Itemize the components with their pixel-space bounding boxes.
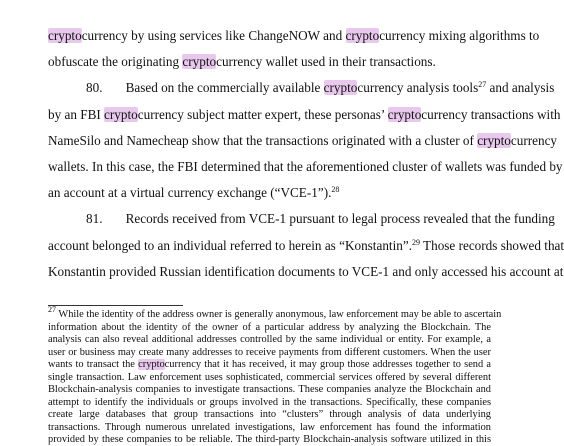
paragraph-80-start (48, 80, 555, 96)
text-run: analysis can also reveal additional addresses controlled by the same individual or entity. For example, a (48, 334, 491, 345)
footnote-ref: 28 (331, 185, 340, 194)
footnote-line (48, 322, 491, 334)
body-line (48, 54, 491, 70)
text-run: currency transactions with (421, 107, 561, 122)
footnote-line (48, 409, 491, 421)
body-line (48, 107, 561, 123)
text-run: single transaction. Law enforcement uses sophisticated, commercial services offered by several different (48, 371, 491, 383)
text-run: currency wallet used in their transactions. (216, 54, 436, 69)
footnote-ref: 27 (478, 80, 487, 89)
text-run: currency mixing algorithms to (379, 28, 540, 43)
search-highlight: crypto (48, 28, 82, 43)
body-line (48, 133, 558, 149)
footnote-line (48, 347, 491, 359)
text-run: account belonged to an individual referred to herein as “Konstantin”. (48, 238, 412, 253)
footnote-ref: 29 (412, 238, 420, 247)
search-highlight: crypto (104, 107, 138, 122)
text-run: 80. Based on the commercially available (86, 80, 324, 95)
text-run: Konstantin provided Russian identification documents to VCE-1 and only accessed his account at (48, 264, 564, 279)
search-highlight: crypto (477, 133, 511, 148)
footnote-line (48, 434, 491, 446)
body-line (48, 264, 564, 280)
search-highlight: crypto (345, 28, 380, 43)
body-line (48, 28, 540, 44)
footnote-line (48, 397, 491, 409)
text-run: attempt to identify the individuals or groups involved in the transactions. Specifically, these companies (48, 396, 491, 408)
footnote-line (48, 359, 491, 371)
text-run: transactions. Through numerous unrelated investigations, law enforcement has found the information (48, 421, 491, 433)
body-line (48, 159, 563, 175)
text-run: currency that it has received, it may group those addresses together to send a (164, 359, 492, 370)
text-run: create large databases that group transactions into “clusters” through analysis of data underlying (48, 409, 491, 420)
text-run: Those records showed that (420, 238, 564, 253)
text-run: currency by using services like ChangeNOW and (81, 28, 346, 43)
footnote-line (48, 334, 491, 346)
text-run: an account at a virtual currency exchange (“VCE-1”). (48, 185, 332, 200)
text-run: currency subject matter expert, these personas’ (137, 107, 388, 122)
footnote-line (48, 384, 491, 396)
text-run: currency analysis tools (357, 80, 479, 95)
search-highlight: crypto (182, 54, 217, 69)
text-run: wants to transact the (48, 359, 139, 370)
text-run: While the identity of the address owner is generally anonymous, law enforcement may be able to ascertain (56, 309, 502, 320)
footnote-line (48, 422, 491, 434)
text-run: 81. Records received from VCE-1 pursuant to legal process revealed that the funding (86, 211, 555, 226)
text-run: NameSilo and Namecheap show that the transactions originated with a cluster of (48, 133, 478, 148)
body-line (48, 238, 564, 254)
text-run: information about the identity of the owner of a particular address by analyzing the Blockchain. The (48, 321, 491, 333)
text-run: Blockchain-analysis companies to investigate transactions. These companies analyze the Blockchain and (48, 384, 491, 395)
paragraph-81-start (48, 211, 555, 227)
footnote-line (48, 372, 491, 384)
text-run: user or business may create many addresses to receive payments from different customers. When the user (48, 346, 491, 358)
body-line (48, 185, 491, 201)
text-run: and analysis (486, 80, 555, 95)
footnote-line (48, 305, 502, 321)
text-run: provided by these companies to be reliable. The third-party Blockchain-analysis software utilized in this (48, 434, 491, 445)
search-highlight: crypto (387, 107, 422, 122)
search-highlight: crypto (323, 80, 358, 95)
footnote-divider (48, 305, 183, 306)
search-highlight: crypto (138, 359, 165, 370)
text-run: obfuscate the originating (48, 54, 183, 69)
text-run: by an FBI (48, 107, 105, 122)
text-run: currency (510, 133, 558, 148)
text-run: wallets. In this case, the FBI determined that the aforementioned cluster of wallets was funded by (48, 159, 563, 174)
footnote-ref: 27 (48, 305, 56, 314)
